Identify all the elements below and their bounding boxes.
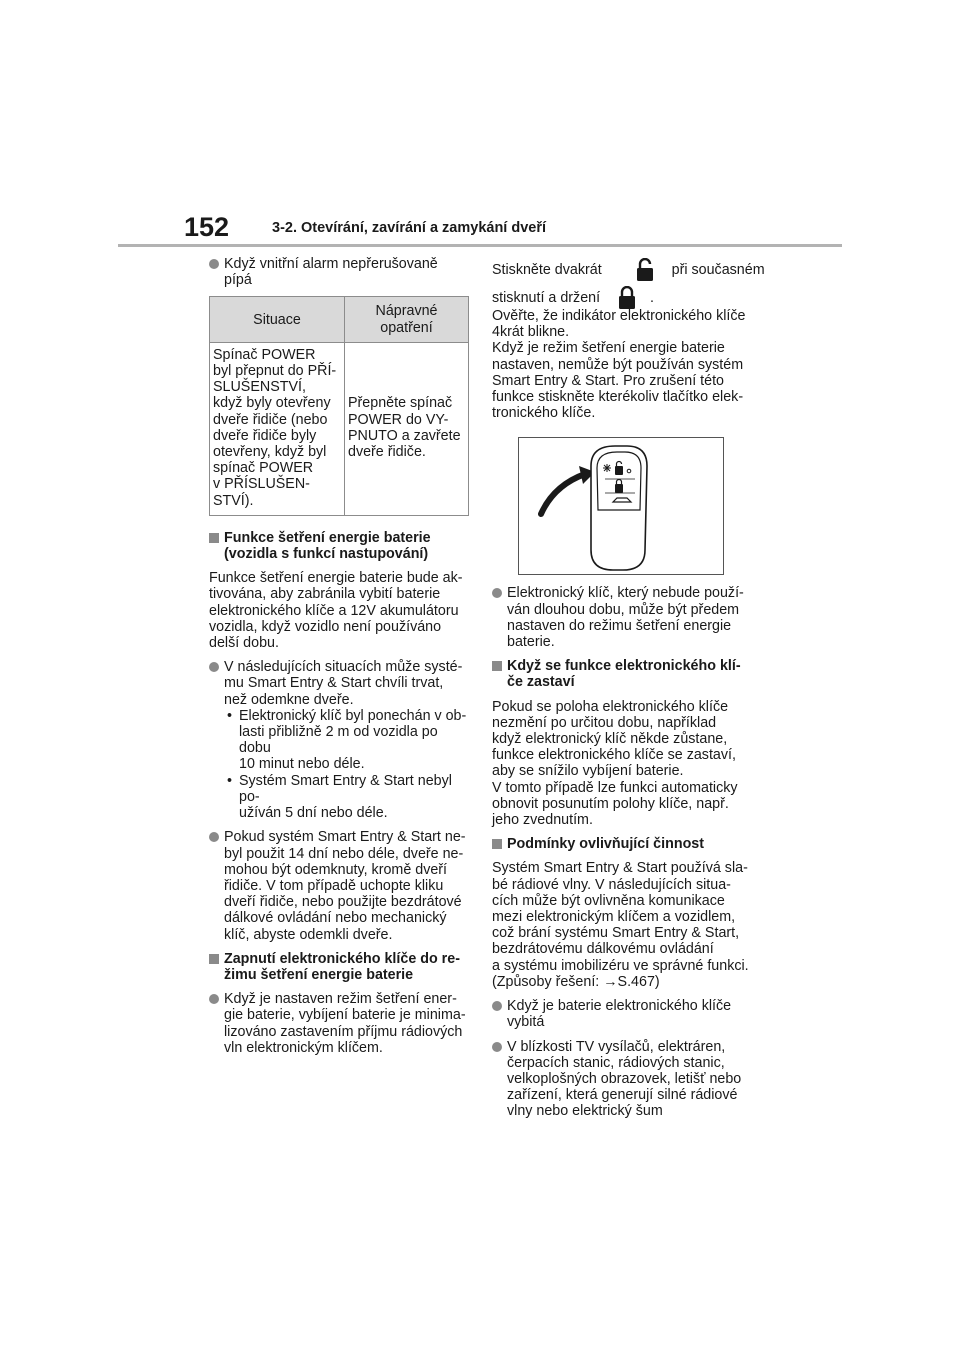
text-line: elektronického klíče a 12V akumulátoru: [209, 602, 459, 619]
text-line: 10 minut nebo déle.: [239, 756, 365, 773]
table-header: Situace: [210, 297, 345, 342]
press-instruction: [492, 256, 765, 312]
text-line: V blízkosti TV vysílačů, elektráren,: [507, 1038, 726, 1055]
text-line: mezi elektronickým klíčem a vozidlem,: [492, 909, 736, 926]
text-line: spínač POWER: [213, 460, 314, 477]
text-line: byl přepnut do PŘÍ-: [213, 363, 337, 380]
text-line: Když vnitřní alarm nepřerušovaně: [224, 256, 438, 272]
bullet-dead-battery: [492, 998, 754, 1030]
sub-item: [224, 708, 471, 773]
table-header-row: [210, 297, 469, 342]
text-line: dveře řidiče (nebo: [213, 411, 328, 428]
text-fragment: Stiskněte dvakrát: [492, 262, 602, 278]
text-line: když elektronický klíč někde zůstane,: [492, 731, 728, 748]
text-line: • Elektronický klíč byl ponechán v ob-: [239, 707, 467, 724]
text-line: Pokud systém Smart Entry & Start ne-: [224, 829, 466, 846]
text-line: Když je režim šetření energie baterie: [492, 340, 725, 357]
table-cell-situation: [210, 342, 345, 515]
text-line: Funkce šetření energie baterie bude ak-: [209, 570, 463, 587]
text-line: ván dlouhou dobu, může být předem: [507, 601, 740, 618]
text-line: Když je baterie elektronického klíče: [507, 998, 732, 1015]
text-line: a systému imobilizéru ve správné funkci.: [492, 957, 749, 974]
text-line: vln elektronickým klíčem.: [224, 1039, 383, 1056]
text-line: POWER do VY-: [348, 411, 449, 428]
text-line: Funkce šetření energie baterie: [224, 529, 431, 546]
text-line: užíván 5 dní nebo déle.: [239, 805, 388, 822]
key-fob-icon: [519, 438, 723, 574]
text-line: Spínač POWER: [213, 346, 316, 363]
section-title: 3-2. Otevírání, zavírání a zamykání dveří: [272, 220, 547, 236]
text-line: pípá: [224, 272, 252, 289]
text-line: 4krát blikne.: [492, 324, 570, 341]
text-line: nezmění po určitou dobu, například: [492, 714, 717, 731]
table-cell-action: [345, 342, 469, 515]
text-line: funkce elektronického klíče se zastaví,: [492, 747, 736, 764]
text-line: gie baterie, vybíjení baterie je minima-: [224, 1007, 466, 1024]
text-line: • Systém Smart Entry & Start nebyl po-: [239, 772, 452, 805]
text-line: bé rádiové vlny. V následujících situa-: [492, 876, 731, 893]
left-column: [209, 256, 471, 1064]
text-line: nastaven, nemůže být používán systém: [492, 356, 744, 373]
heading-enable-saving-mode: [209, 951, 471, 983]
text-line: dveří řidiče, nebo použijte bezdrátové: [224, 894, 462, 911]
text-line: vybitá: [507, 1014, 545, 1031]
text-line: [492, 256, 765, 284]
bullet-14-days: [209, 829, 471, 942]
text-line: otevřeny, když byl: [213, 444, 327, 461]
text-line: Přepněte spínač: [348, 395, 453, 412]
text-line: Když je nastaven režim šetření ener-: [224, 991, 457, 1008]
text-line: Pokud se poloha elektronického klíče: [492, 698, 729, 715]
paragraph: [209, 570, 471, 651]
text-line: byl použit 14 dní nebo déle, dveře ne-: [224, 845, 464, 862]
text-line: (Způsoby řešení: →S.467): [492, 973, 660, 990]
paragraph: [492, 308, 754, 421]
text-line: lasti přibližně 2 m od vozidla po dobu: [239, 724, 438, 757]
text-line: bezdrátovému dálkovému ovládání: [492, 941, 714, 958]
heading-conditions: Podmínky ovlivňující činnost: [492, 836, 754, 852]
text-line: dveře řidiče.: [348, 444, 426, 461]
text-line: V tomto případě lze funkci automaticky: [492, 779, 738, 796]
text-line: nastaven do režimu šetření energie: [507, 617, 732, 634]
text-fragment: stisknutí a držení: [492, 290, 601, 306]
text-line: cích může být ovlivněna komunikace: [492, 892, 725, 909]
text-line: žimu šetření energie baterie: [224, 966, 414, 983]
situation-table: [209, 296, 469, 515]
heading-battery-saving: [209, 530, 471, 562]
text-line: Systém Smart Entry & Start používá sla-: [492, 860, 748, 877]
heading-key-function-stops: [492, 658, 754, 690]
text-line: Když se funkce elektronického klí-: [507, 658, 741, 675]
text-line: mohou být odemknuty, kromě dveří: [224, 861, 448, 878]
bullet-radio-interference: [492, 1039, 754, 1120]
text-line: obnovit posunutím polohy klíče, např.: [492, 795, 729, 812]
text-line: tronického klíče.: [492, 405, 596, 422]
text-line: vlny nebo elektrický šum: [507, 1103, 663, 1120]
text-line: tivována, aby zabránila vybití baterie: [209, 586, 441, 603]
text-line: (vozidla s funkcí nastupování): [224, 546, 429, 563]
text-line: dveře řidiče byly: [213, 427, 317, 444]
text-line: čerpacích stanic, rádiových stanic,: [507, 1054, 725, 1071]
text-line: če zastaví: [507, 674, 575, 691]
table-header: Nápravné opatření: [345, 297, 469, 342]
text-line: PNUTO a zavřete: [348, 427, 461, 444]
text-line: vozidla, když vozidlo není používáno: [209, 618, 442, 635]
text-line: v PŘÍSLUŠEN-: [213, 476, 310, 493]
text-line: což brání systému Smart Entry & Start,: [492, 925, 740, 942]
text-fragment: při současném: [671, 262, 765, 278]
text-line: delší dobu.: [209, 635, 279, 652]
sub-item: [224, 773, 471, 822]
page-number: 152: [184, 212, 230, 242]
text-line: aby se snížilo vybíjení baterie.: [492, 763, 684, 780]
text-line: V následujících situacích může systé-: [224, 659, 463, 676]
header-rule: [118, 244, 842, 247]
paragraph: [492, 860, 754, 990]
right-column: [492, 256, 765, 1128]
text-fragment: .: [650, 290, 655, 306]
text-line: Smart Entry & Start. Pro zrušení této: [492, 372, 725, 389]
bullet-preset-saving: [492, 585, 754, 650]
lock-icon: [618, 286, 636, 310]
text-line: STVÍ).: [213, 492, 254, 509]
paragraph: [492, 699, 754, 829]
key-fob-illustration: [518, 437, 724, 575]
text-line: velkoplošných obrazovek, letišť nebo: [507, 1070, 742, 1087]
bullet-alarm: [209, 256, 471, 288]
text-line: lizováno zastavením příjmu rádiových: [224, 1023, 463, 1040]
text-line: zařízení, která generují silné rádiové: [507, 1087, 738, 1104]
text-line: SLUŠENSTVÍ,: [213, 379, 306, 396]
bullet-saving-mode: [209, 991, 471, 1056]
text-line: baterie.: [507, 634, 555, 651]
bullet-situations: [209, 659, 471, 821]
text-line: dálkové ovládání nebo mechanický: [224, 910, 447, 927]
text-line: než odemkne dveře.: [224, 691, 354, 708]
lock-icon: [636, 258, 654, 282]
table-row: [210, 342, 469, 515]
text-line: Elektronický klíč, který nebude použí-: [507, 585, 744, 602]
text-line: řidiče. V tom případě uchopte kliku: [224, 877, 444, 894]
text-line: Zapnutí elektronického klíče do re-: [224, 950, 460, 967]
text-line: když byly otevřeny: [213, 395, 331, 412]
text-line: mu Smart Entry & Start chvíli trvat,: [224, 675, 444, 692]
text-line: klíč, abyste odemkli dveře.: [224, 926, 393, 943]
text-line: Ověřte, že indikátor elektronického klíče: [492, 308, 746, 324]
text-line: jeho zvednutím.: [492, 812, 593, 829]
text-line: funkce stiskněte kterékoliv tlačítko elek-: [492, 389, 744, 406]
